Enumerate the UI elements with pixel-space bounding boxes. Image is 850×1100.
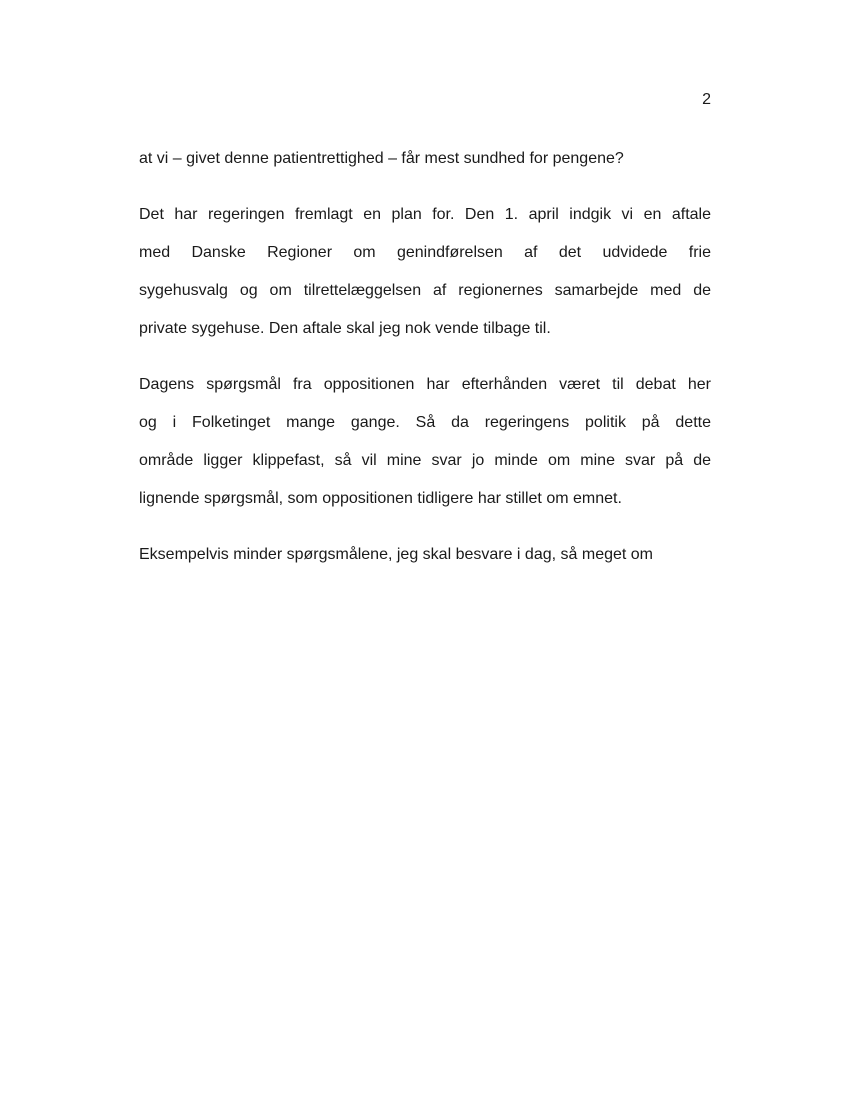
text-line: og i Folketinget mange gange. Så da regeringens politik på dette — [139, 414, 711, 431]
paragraph-3 — [139, 372, 711, 524]
text-line: private sygehuse. Den aftale skal jeg nok vende tilbage til. — [139, 320, 551, 337]
paragraph-4 — [139, 542, 711, 580]
text-line: Det har regeringen fremlagt en plan for. Den 1. april indgik vi en aftale — [139, 206, 711, 223]
text-line: Eksempelvis minder spørgsmålene, jeg skal besvare i dag, så meget om — [139, 546, 653, 563]
paragraph-2 — [139, 202, 711, 354]
text-line: sygehusvalg og om tilrettelæggelsen af regionernes samarbejde med de — [139, 282, 711, 299]
body-text — [139, 146, 711, 598]
text-line: at vi – givet denne patientrettighed – får mest sundhed for pengene? — [139, 150, 624, 167]
paragraph-1 — [139, 146, 711, 184]
page-number: 2 — [702, 91, 711, 108]
text-line: Dagens spørgsmål fra oppositionen har efterhånden været til debat her — [139, 376, 711, 393]
text-line: med Danske Regioner om genindførelsen af det udvidede frie — [139, 244, 711, 261]
text-line: område ligger klippefast, så vil mine svar jo minde om mine svar på de — [139, 452, 711, 469]
text-line: lignende spørgsmål, som oppositionen tidligere har stillet om emnet. — [139, 490, 622, 507]
